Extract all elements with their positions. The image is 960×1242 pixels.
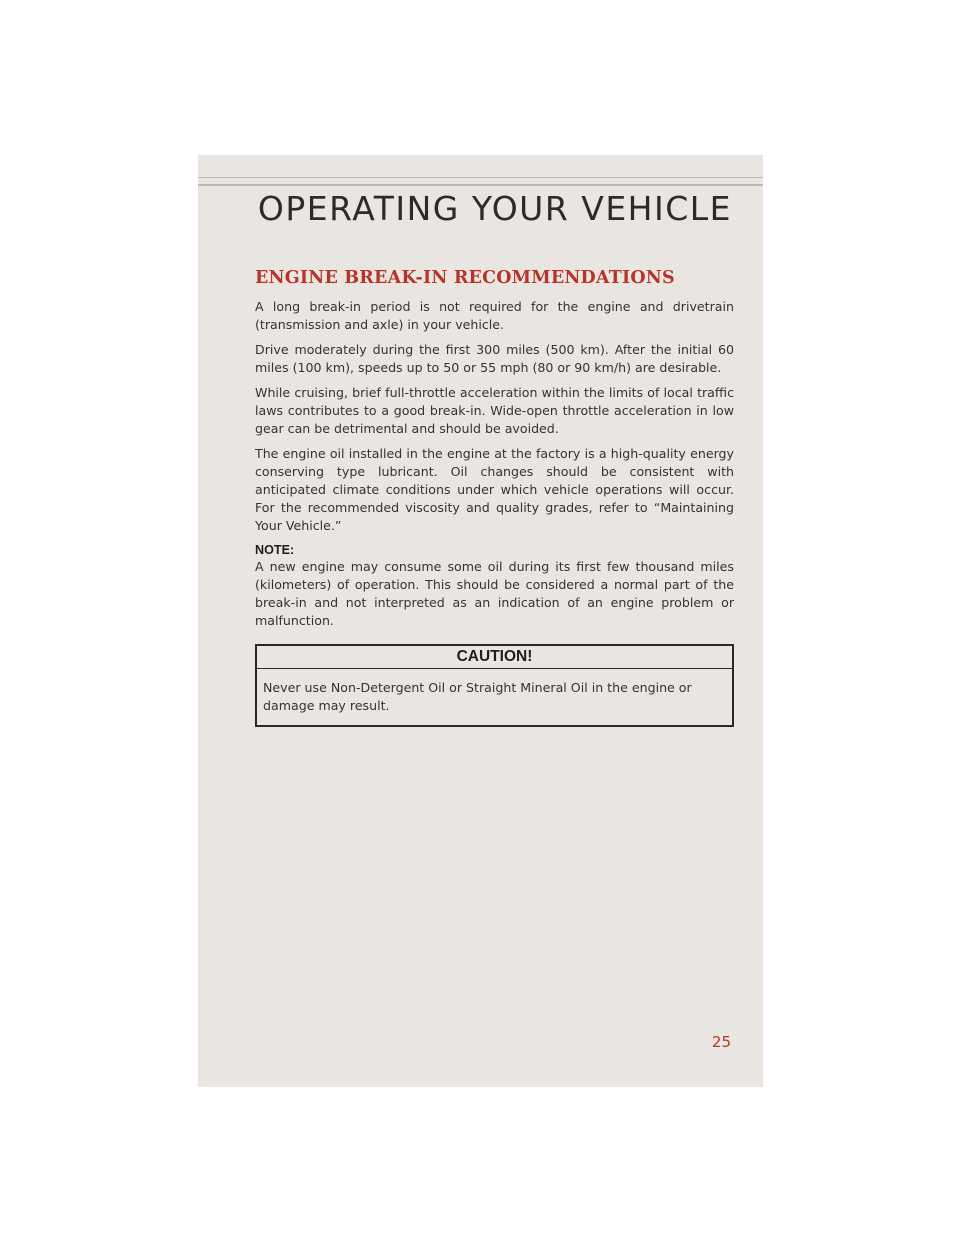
manual-page (198, 155, 763, 1087)
article (255, 266, 734, 727)
section-title: OPERATING YOUR VEHICLE (257, 189, 732, 228)
caution-box (255, 644, 734, 727)
article-heading: ENGINE BREAK-IN RECOMMENDATIONS (255, 268, 675, 288)
header-rule-top (198, 177, 763, 178)
note-label: NOTE: (255, 543, 295, 557)
paragraph-break-in-period: A long break-in period is not required for the engine and drivetrain (transmission and axle) in your vehicle. (255, 299, 734, 332)
header-rule-bottom (198, 184, 763, 186)
caution-text: Never use Non-Detergent Oil or Straight Mineral Oil in the engine or damage may result. (263, 680, 692, 713)
caution-title: CAUTION! (257, 646, 732, 669)
paragraph-engine-oil: The engine oil installed in the engine at the factory is a high-quality energy conserving type lubricant. Oil changes should be consistent with anticipated climate conditions under which vehicle operations will occur. For the recommended viscosity and quality grades, refer to “Maintaining Your Vehicle.” (255, 446, 734, 533)
note-text: A new engine may consume some oil during its first few thousand miles (kilometers) of operation. This should be considered a normal part of the break-in and not interpreted as an indication of an engine problem or malfunction. (255, 559, 734, 628)
paragraph-cruising: While cruising, brief full-throttle acceleration within the limits of local traffic laws contributes to a good break-in. Wide-open throttle acceleration in low gear can be detrimental and should be avoided. (255, 385, 734, 436)
page-number: 25 (711, 1033, 731, 1051)
paragraph-drive-moderately: Drive moderately during the first 300 miles (500 km). After the initial 60 miles (100 km), speeds up to 50 or 55 mph (80 or 90 km/h) are desirable. (255, 342, 734, 375)
